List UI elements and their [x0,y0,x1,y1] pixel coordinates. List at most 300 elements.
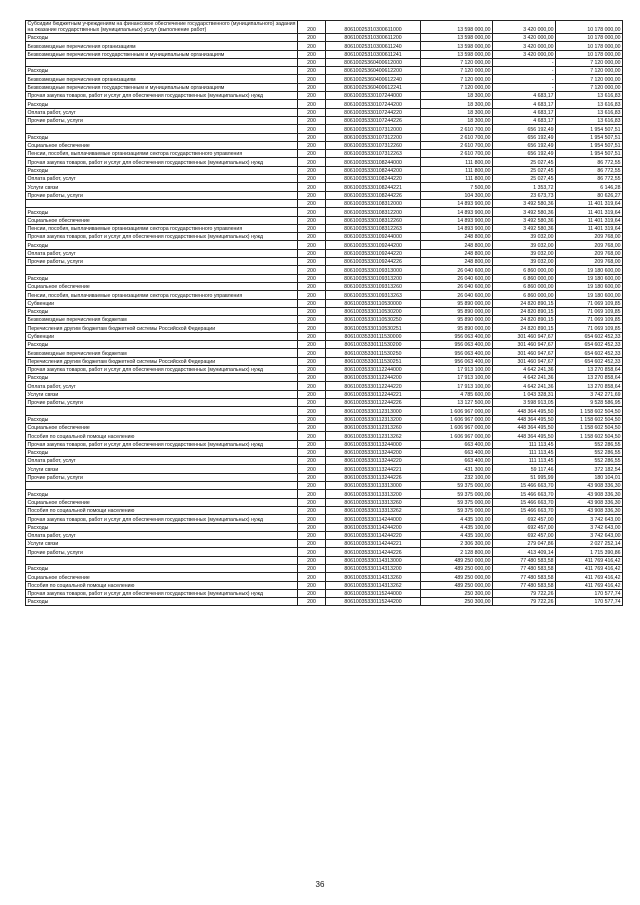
row-name-cell: Прочая закупка товаров, работ и услуг для обеспечения государственных (муниципальных) нужд [26,440,298,448]
table-row [26,116,623,124]
row-remaining-cell: 19 180 600,00 [556,282,623,290]
row-approved-cell: 95 890 000,00 [421,316,493,324]
row-executed-cell: 448 364 495,50 [493,432,556,440]
row-name-cell: Прочие работы, услуги [26,191,298,199]
row-code-cell: 200 [298,183,326,191]
table-row [26,382,623,390]
row-remaining-cell: 1 954 507,51 [556,133,623,141]
row-remaining-cell: 654 602 452,33 [556,357,623,365]
row-classification-cell: 80610035330108244221 [326,183,421,191]
table-row [26,332,623,340]
row-remaining-cell: 43 908 336,30 [556,482,623,490]
row-name-cell: Субсидии бюджетным учреждениям на финансовое обеспечение государственного (муниципального) задания на оказание государственных (муниципальных) услуг (выполнение работ) [26,21,298,34]
row-remaining-cell: 1 158 602 504,50 [556,407,623,415]
row-approved-cell: 956 063 400,00 [421,349,493,357]
row-classification-cell: 80610035330112244000 [326,365,421,373]
row-remaining-cell: 654 602 452,33 [556,332,623,340]
row-classification-cell: 80610035330108312260 [326,216,421,224]
table-row [26,75,623,83]
table-row [26,83,623,91]
row-code-cell: 200 [298,473,326,481]
row-approved-cell: 2 610 700,00 [421,125,493,133]
row-executed-cell: 692 457,00 [493,531,556,539]
table-row [26,166,623,174]
row-approved-cell: 17 913 100,00 [421,374,493,382]
table-row [26,415,623,423]
row-classification-cell: 80610035330112313200 [326,415,421,423]
row-classification-cell: 80610035330109313263 [326,291,421,299]
row-approved-cell: 250 300,00 [421,589,493,597]
row-remaining-cell: 10 178 000,00 [556,34,623,42]
row-classification-cell: 80610035330109244220 [326,249,421,257]
row-approved-cell: 13 598 000,00 [421,21,493,34]
row-executed-cell: 3 420 000,00 [493,34,556,42]
table-row [26,399,623,407]
row-executed-cell: 448 364 495,50 [493,415,556,423]
table-row [26,34,623,42]
row-approved-cell: 26 040 600,00 [421,282,493,290]
row-executed-cell: 39 032,00 [493,241,556,249]
row-remaining-cell: 71 069 109,85 [556,324,623,332]
row-classification-cell: 80610035330109244226 [326,258,421,266]
table-row [26,490,623,498]
row-approved-cell: 111 800,00 [421,166,493,174]
row-approved-cell: 4 435 100,00 [421,523,493,531]
row-approved-cell: 489 250 000,00 [421,565,493,573]
row-approved-cell: 14 893 900,00 [421,216,493,224]
row-executed-cell: - [493,58,556,66]
row-classification-cell: 80610035330111530000 [326,332,421,340]
row-classification-cell: 80610035330107244200 [326,100,421,108]
row-classification-cell: 80610035330109313000 [326,266,421,274]
row-approved-cell: 7 500,00 [421,183,493,191]
row-remaining-cell: 7 120 000,00 [556,75,623,83]
row-code-cell: 200 [298,141,326,149]
table-row [26,216,623,224]
row-code-cell: 200 [298,166,326,174]
table-row [26,42,623,50]
row-executed-cell: 413 409,14 [493,548,556,556]
row-code-cell: 200 [298,573,326,581]
table-row [26,506,623,514]
row-approved-cell: 14 893 900,00 [421,199,493,207]
row-executed-cell: - [493,67,556,75]
row-classification-cell: 80610035330114244221 [326,540,421,548]
row-approved-cell: 95 890 000,00 [421,299,493,307]
row-approved-cell: 26 040 600,00 [421,266,493,274]
row-executed-cell: 692 457,00 [493,523,556,531]
row-executed-cell: 77 480 583,58 [493,556,556,564]
row-code-cell: 200 [298,349,326,357]
row-classification-cell: 80610035330108244226 [326,191,421,199]
row-classification-cell: 80610035330114313262 [326,581,421,589]
table-row [26,465,623,473]
row-code-cell: 200 [298,382,326,390]
row-approved-cell: 13 598 000,00 [421,50,493,58]
row-code-cell: 200 [298,432,326,440]
row-executed-cell: 25 027,45 [493,166,556,174]
table-row [26,307,623,315]
row-name-cell: Безвозмездные перечисления государственным и муниципальным организациям [26,83,298,91]
row-remaining-cell: 3 742 643,00 [556,523,623,531]
row-code-cell: 200 [298,332,326,340]
table-row [26,523,623,531]
row-code-cell: 200 [298,299,326,307]
row-name-cell: Оплата работ, услуг [26,457,298,465]
row-code-cell: 200 [298,34,326,42]
row-classification-cell: 80610035330109244200 [326,241,421,249]
row-name-cell: Безвозмездные перечисления организациям [26,42,298,50]
row-code-cell: 200 [298,75,326,83]
row-approved-cell: 232 100,00 [421,473,493,481]
row-remaining-cell: 6 146,28 [556,183,623,191]
row-remaining-cell: 11 401 319,64 [556,224,623,232]
row-approved-cell: 2 610 700,00 [421,150,493,158]
row-code-cell: 200 [298,291,326,299]
row-approved-cell: 26 040 600,00 [421,291,493,299]
row-executed-cell: 656 192,49 [493,133,556,141]
row-executed-cell: 39 032,00 [493,233,556,241]
row-executed-cell: 1 043 328,31 [493,390,556,398]
row-remaining-cell: 9 528 586,95 [556,399,623,407]
row-classification-cell: 80610035330113244000 [326,440,421,448]
row-remaining-cell: 552 286,55 [556,457,623,465]
row-code-cell: 200 [298,490,326,498]
row-classification-cell: 80610035330112313262 [326,432,421,440]
row-code-cell: 200 [298,523,326,531]
row-code-cell: 200 [298,357,326,365]
row-code-cell: 200 [298,191,326,199]
table-row [26,357,623,365]
row-executed-cell: 3 492 580,36 [493,199,556,207]
row-code-cell: 200 [298,42,326,50]
row-approved-cell: 95 890 000,00 [421,307,493,315]
row-remaining-cell: 13 616,83 [556,100,623,108]
row-approved-cell: 489 250 000,00 [421,581,493,589]
table-row [26,374,623,382]
row-executed-cell: 656 192,49 [493,141,556,149]
row-name-cell: Расходы [26,374,298,382]
table-row [26,191,623,199]
row-name-cell: Расходы [26,415,298,423]
page-number: 36 [315,880,325,889]
row-name-cell: Оплата работ, услуг [26,175,298,183]
row-remaining-cell: 209 768,00 [556,258,623,266]
row-approved-cell: 956 063 400,00 [421,340,493,348]
row-remaining-cell: 654 602 452,33 [556,349,623,357]
row-executed-cell: 39 032,00 [493,249,556,257]
row-name-cell: Социальное обеспечение [26,141,298,149]
row-executed-cell: 656 192,49 [493,125,556,133]
row-name-cell: Расходы [26,166,298,174]
row-approved-cell: 59 375 000,00 [421,490,493,498]
row-classification-cell: 80610035330108244000 [326,158,421,166]
row-code-cell: 200 [298,83,326,91]
row-code-cell: 200 [298,233,326,241]
row-code-cell: 200 [298,249,326,257]
row-remaining-cell: 552 286,55 [556,448,623,456]
row-name-cell: Прочая закупка товаров, работ и услуг для обеспечения государственных (муниципальных) нужд [26,92,298,100]
row-classification-cell: 80610035330111530250 [326,349,421,357]
row-classification-cell: 80610035330114244226 [326,548,421,556]
row-remaining-cell: 170 577,74 [556,598,623,606]
row-remaining-cell: 3 742 643,00 [556,515,623,523]
row-executed-cell: 79 722,26 [493,598,556,606]
row-executed-cell: 39 032,00 [493,258,556,266]
row-approved-cell: 250 300,00 [421,598,493,606]
row-approved-cell: 248 800,00 [421,249,493,257]
row-executed-cell: 111 113,45 [493,448,556,456]
row-approved-cell: 956 063 400,00 [421,357,493,365]
row-classification-cell: 80610025310300611240 [326,42,421,50]
row-code-cell: 200 [298,175,326,183]
row-name-cell: Расходы [26,67,298,75]
row-classification-cell: 80610035330109313260 [326,282,421,290]
row-approved-cell: 18 300,00 [421,100,493,108]
row-classification-cell: 80610035330112244220 [326,382,421,390]
row-name-cell: Социальное обеспечение [26,282,298,290]
row-name-cell: Пенсии, пособия, выплачиваемые организациями сектора государственного управления [26,150,298,158]
row-code-cell: 200 [298,274,326,282]
row-code-cell: 200 [298,224,326,232]
table-row [26,482,623,490]
row-remaining-cell: 1 158 602 504,50 [556,415,623,423]
row-classification-cell: 80610025310300611241 [326,50,421,58]
row-remaining-cell: 80 626,27 [556,191,623,199]
row-remaining-cell: 1 954 507,51 [556,141,623,149]
row-approved-cell: 248 800,00 [421,241,493,249]
table-row [26,498,623,506]
table-row [26,548,623,556]
table-row [26,208,623,216]
row-classification-cell: 80610035330113313200 [326,490,421,498]
row-code-cell: 200 [298,100,326,108]
row-code-cell: 200 [298,365,326,373]
row-name-cell: Оплата работ, услуг [26,531,298,539]
row-classification-cell: 80610035330112313000 [326,407,421,415]
row-classification-cell: 80610035330114313200 [326,565,421,573]
table-row [26,274,623,282]
row-code-cell: 200 [298,216,326,224]
row-code-cell: 200 [298,531,326,539]
table-row [26,291,623,299]
row-executed-cell: 4 642 241,36 [493,374,556,382]
row-approved-cell: 59 375 000,00 [421,506,493,514]
row-executed-cell: 448 364 495,50 [493,423,556,431]
row-approved-cell: 7 120 000,00 [421,58,493,66]
row-name-cell: Прочая закупка товаров, работ и услуг для обеспечения государственных (муниципальных) нужд [26,158,298,166]
row-remaining-cell: 10 178 000,00 [556,42,623,50]
row-executed-cell: 15 466 663,70 [493,498,556,506]
row-approved-cell: 663 400,00 [421,448,493,456]
row-name-cell: Пенсии, пособия, выплачиваемые организациями сектора государственного управления [26,224,298,232]
row-classification-cell: 80610025310300611200 [326,34,421,42]
row-code-cell: 200 [298,324,326,332]
row-remaining-cell: 11 401 319,64 [556,208,623,216]
row-classification-cell: 80610035330110530000 [326,299,421,307]
row-executed-cell: 692 457,00 [493,515,556,523]
row-classification-cell: 80610035330111530251 [326,357,421,365]
row-classification-cell: 80610025360400612241 [326,83,421,91]
row-approved-cell: 111 800,00 [421,158,493,166]
row-remaining-cell: 209 768,00 [556,233,623,241]
row-classification-cell: 80610035330114244200 [326,523,421,531]
row-approved-cell: 17 913 100,00 [421,382,493,390]
row-executed-cell: 25 027,45 [493,175,556,183]
table-row [26,531,623,539]
table-row [26,233,623,241]
row-name-cell: Расходы [26,133,298,141]
row-remaining-cell: 411 769 416,42 [556,556,623,564]
row-code-cell: 200 [298,506,326,514]
row-executed-cell: 3 598 913,05 [493,399,556,407]
row-classification-cell: 80610035330112244226 [326,399,421,407]
row-executed-cell: 6 860 000,00 [493,291,556,299]
row-classification-cell: 80610035330113244200 [326,448,421,456]
row-executed-cell: 4 683,17 [493,100,556,108]
row-executed-cell: 15 466 663,70 [493,482,556,490]
row-classification-cell: 80610025360400612240 [326,75,421,83]
row-executed-cell: 77 480 583,58 [493,581,556,589]
row-approved-cell: 13 598 000,00 [421,34,493,42]
row-code-cell: 200 [298,390,326,398]
row-name-cell: Социальное обеспечение [26,573,298,581]
table-row [26,515,623,523]
row-approved-cell: 18 300,00 [421,92,493,100]
row-executed-cell: 77 480 583,58 [493,573,556,581]
row-approved-cell: 111 800,00 [421,175,493,183]
row-approved-cell: 663 400,00 [421,440,493,448]
row-classification-cell: 80610035330110530200 [326,307,421,315]
row-name-cell: Услуги связи [26,390,298,398]
row-code-cell: 200 [298,67,326,75]
table-row [26,473,623,481]
row-executed-cell: 111 113,45 [493,457,556,465]
row-classification-cell: 80610035330113244226 [326,473,421,481]
row-classification-cell: 80610035330107244220 [326,108,421,116]
table-row [26,440,623,448]
row-classification-cell: 80610035330114313260 [326,573,421,581]
row-remaining-cell: 411 769 416,42 [556,581,623,589]
row-classification-cell: 80610035330109244000 [326,233,421,241]
table-row [26,100,623,108]
row-executed-cell: 24 820 890,15 [493,324,556,332]
row-executed-cell: 3 420 000,00 [493,50,556,58]
row-remaining-cell: 11 401 319,64 [556,199,623,207]
row-executed-cell: 301 460 947,67 [493,340,556,348]
row-name-cell: Услуги связи [26,465,298,473]
row-classification-cell: 80610035330108312000 [326,199,421,207]
row-approved-cell: 663 400,00 [421,457,493,465]
row-name-cell: Прочие работы, услуги [26,473,298,481]
row-remaining-cell: 170 577,74 [556,589,623,597]
row-remaining-cell: 13 616,83 [556,108,623,116]
table-row [26,556,623,564]
row-approved-cell: 13 598 000,00 [421,42,493,50]
row-name-cell: Прочая закупка товаров, работ и услуг для обеспечения государственных (муниципальных) нужд [26,365,298,373]
row-remaining-cell: 7 120 000,00 [556,58,623,66]
row-name-cell: Расходы [26,598,298,606]
row-remaining-cell: 86 772,55 [556,175,623,183]
row-classification-cell: 80610035330115244200 [326,598,421,606]
row-name-cell [26,125,298,133]
table-row [26,282,623,290]
row-executed-cell: 4 642 241,36 [493,382,556,390]
table-row [26,50,623,58]
table-row [26,407,623,415]
row-approved-cell: 956 063 400,00 [421,332,493,340]
row-approved-cell: 2 610 700,00 [421,133,493,141]
row-approved-cell: 14 893 900,00 [421,224,493,232]
row-classification-cell: 80610035330107312263 [326,150,421,158]
row-classification-cell: 80610035330113313260 [326,498,421,506]
row-code-cell: 200 [298,457,326,465]
row-name-cell: Пособия по социальной помощи населению [26,506,298,514]
table-row [26,258,623,266]
row-code-cell: 200 [298,581,326,589]
row-remaining-cell: 13 616,83 [556,92,623,100]
row-executed-cell: 59 117,46 [493,465,556,473]
row-executed-cell: 301 460 947,67 [493,332,556,340]
row-approved-cell: 489 250 000,00 [421,556,493,564]
row-name-cell: Оплата работ, услуг [26,382,298,390]
row-executed-cell: 15 466 663,70 [493,490,556,498]
row-code-cell: 200 [298,316,326,324]
row-remaining-cell: 1 158 602 504,50 [556,423,623,431]
table-row [26,581,623,589]
row-code-cell: 200 [298,58,326,66]
row-code-cell: 200 [298,208,326,216]
row-approved-cell: 489 250 000,00 [421,573,493,581]
row-remaining-cell: 71 069 109,85 [556,316,623,324]
row-remaining-cell: 71 069 109,85 [556,307,623,315]
table-row [26,199,623,207]
row-remaining-cell: 43 908 336,30 [556,506,623,514]
row-name-cell: Прочая закупка товаров, работ и услуг для обеспечения государственных (муниципальных) нужд [26,515,298,523]
row-name-cell: Безвозмездные перечисления государственным и муниципальным организациям [26,50,298,58]
table-row [26,58,623,66]
row-approved-cell: 4 435 100,00 [421,515,493,523]
row-approved-cell: 18 300,00 [421,116,493,124]
row-classification-cell: 80610035330113244220 [326,457,421,465]
row-executed-cell: 77 480 583,58 [493,565,556,573]
row-remaining-cell: 3 742 643,00 [556,531,623,539]
row-classification-cell: 80610035330109313200 [326,274,421,282]
row-executed-cell: 3 492 580,36 [493,224,556,232]
row-code-cell: 200 [298,556,326,564]
row-approved-cell: 1 606 967 000,00 [421,423,493,431]
row-executed-cell: 6 860 000,00 [493,282,556,290]
row-code-cell: 200 [298,399,326,407]
row-name-cell: Прочие работы, услуги [26,548,298,556]
row-executed-cell: 448 364 495,50 [493,407,556,415]
row-executed-cell: 24 820 890,15 [493,299,556,307]
row-name-cell: Безвозмездные перечисления бюджетам [26,316,298,324]
row-name-cell: Социальное обеспечение [26,423,298,431]
row-name-cell: Оплата работ, услуг [26,249,298,257]
row-approved-cell: 1 606 967 000,00 [421,407,493,415]
row-executed-cell: 15 466 663,70 [493,506,556,514]
row-name-cell: Социальное обеспечение [26,498,298,506]
row-code-cell: 200 [298,515,326,523]
row-remaining-cell: 1 158 602 504,50 [556,432,623,440]
row-name-cell: Услуги связи [26,183,298,191]
row-executed-cell: 3 420 000,00 [493,21,556,34]
row-remaining-cell: 7 120 000,00 [556,67,623,75]
row-code-cell: 200 [298,540,326,548]
row-executed-cell: 3 492 580,36 [493,208,556,216]
row-approved-cell: 431 300,00 [421,465,493,473]
